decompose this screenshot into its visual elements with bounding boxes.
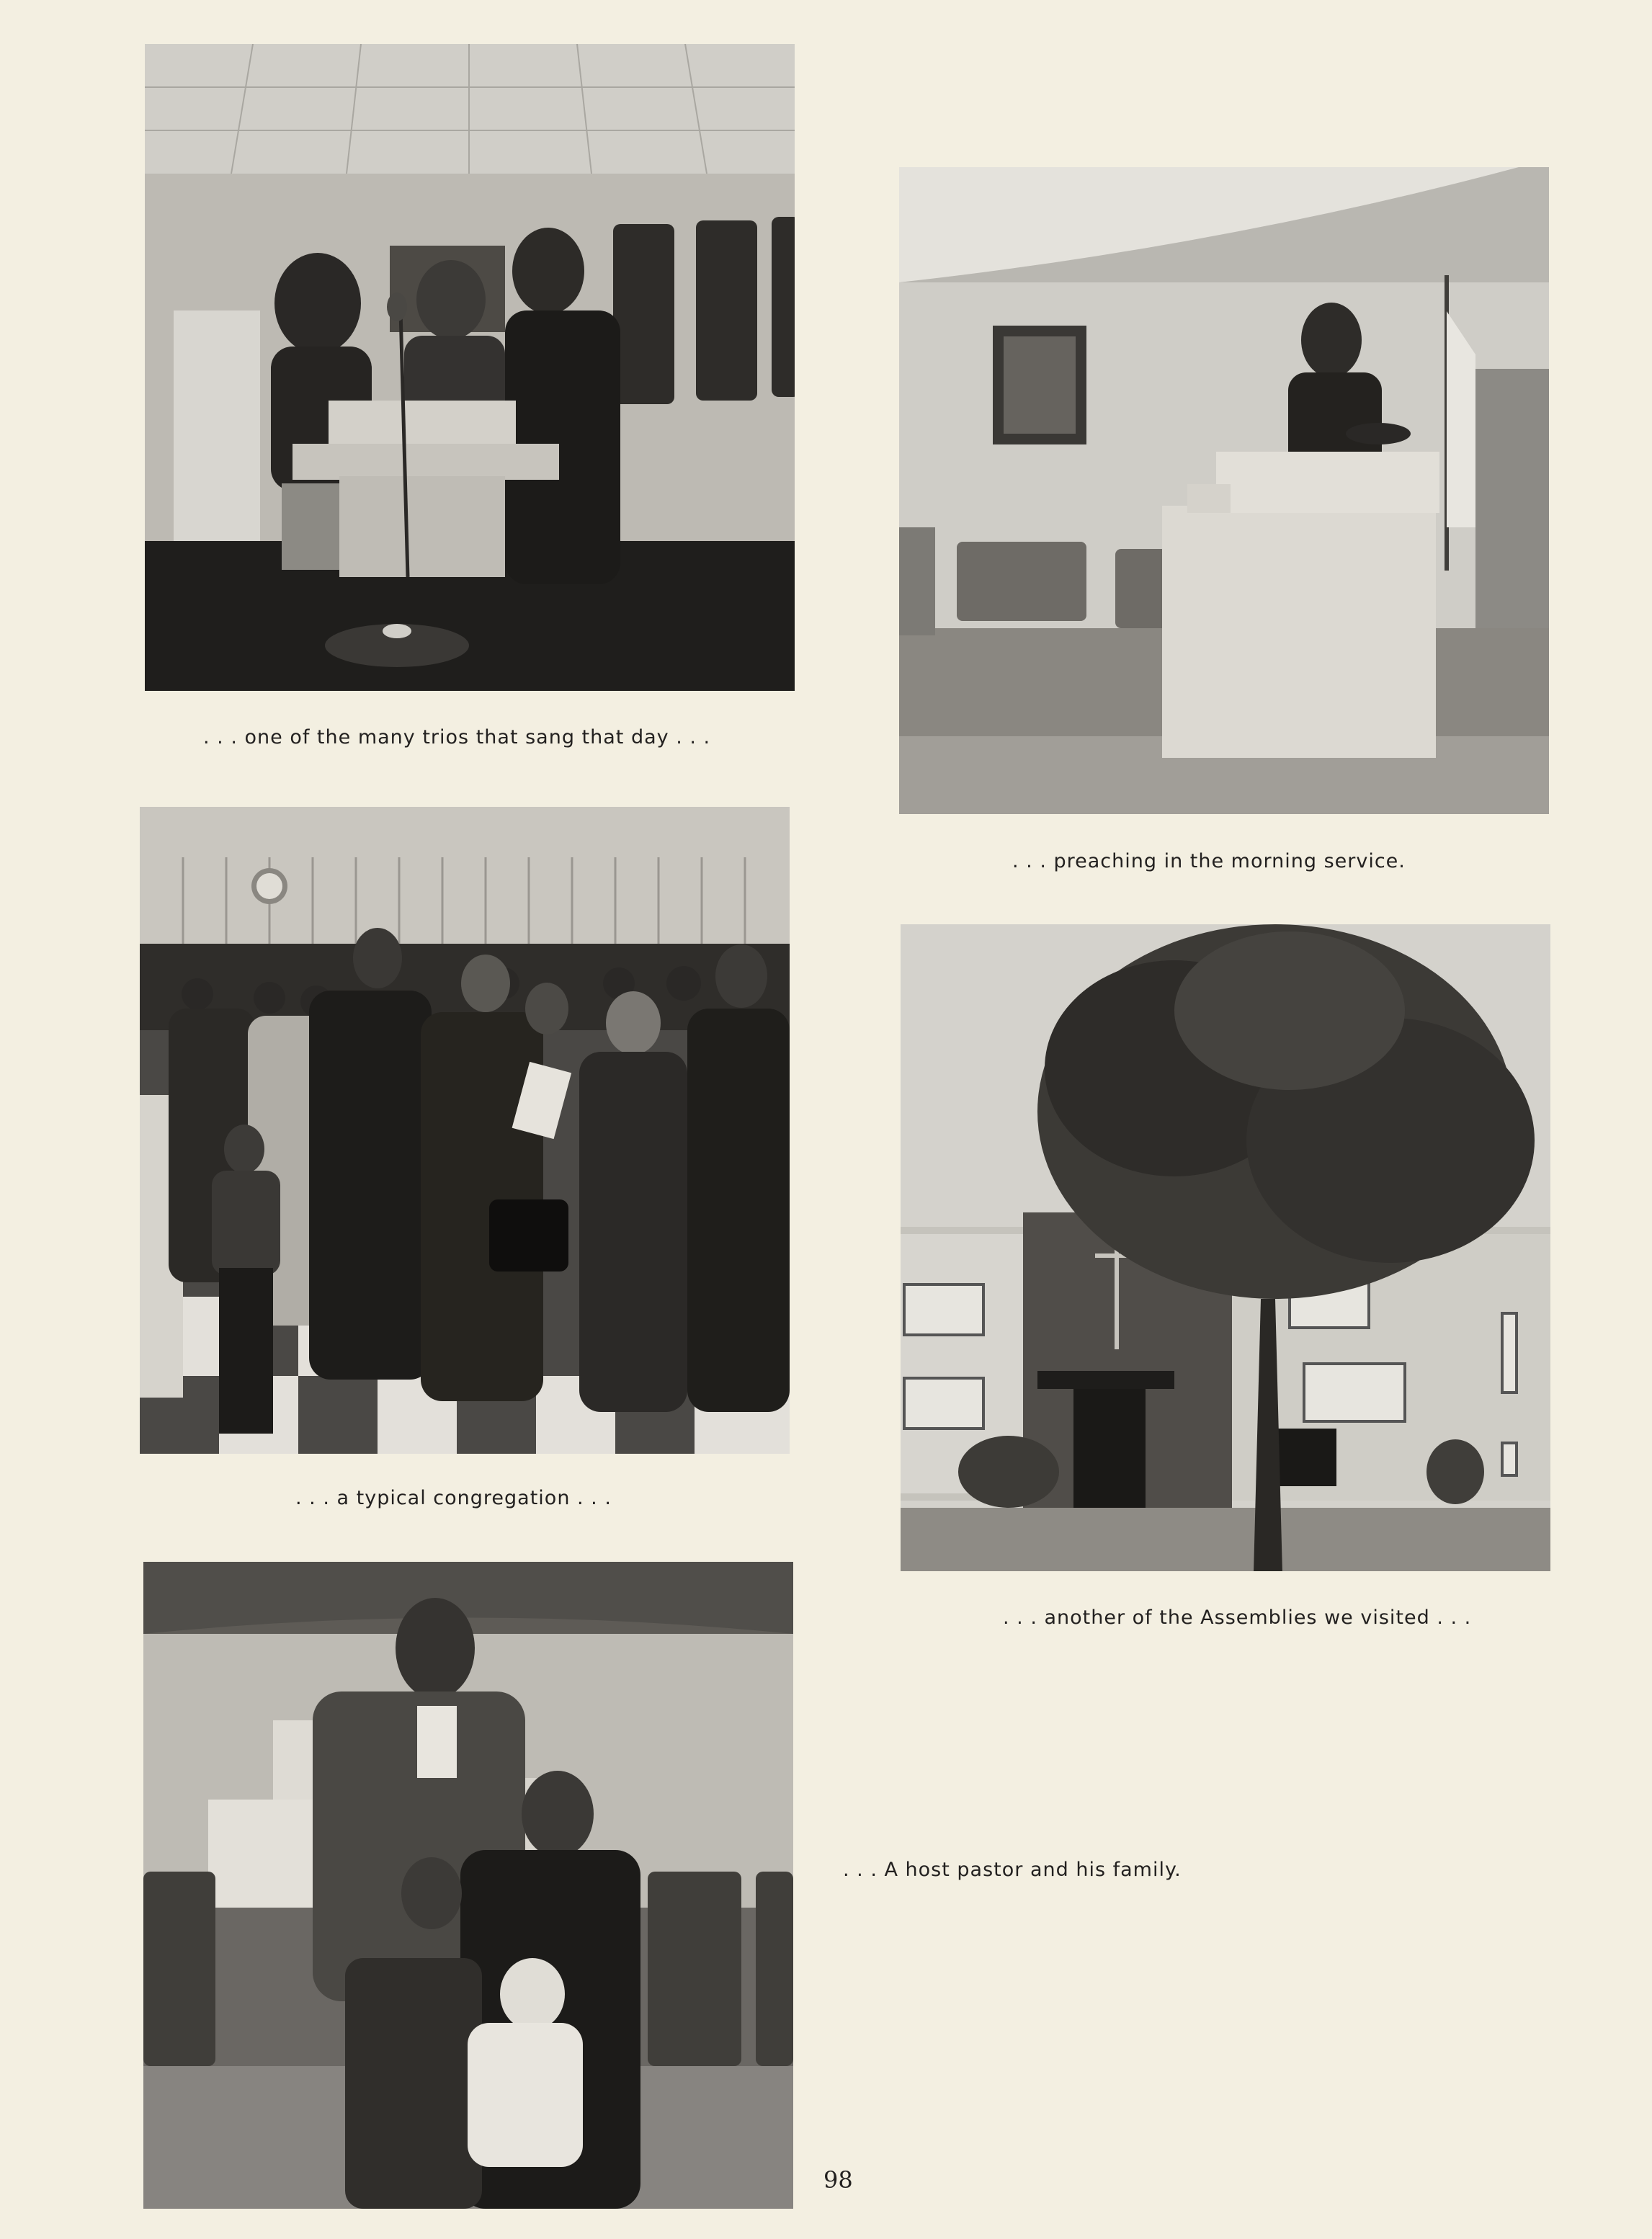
caption-assembly-building: . . . another of the Assemblies we visited . . .	[1003, 1606, 1472, 1629]
host-pastor-family-photo-image	[143, 1562, 793, 2209]
photo-host-pastor-family	[143, 1562, 793, 2209]
photo-assembly-building	[901, 924, 1550, 1571]
caption-trio: . . . one of the many trios that sang that day . . .	[203, 726, 711, 748]
caption-preaching: . . . preaching in the morning service.	[1012, 850, 1406, 872]
preaching-photo-image	[899, 167, 1549, 814]
photo-preaching	[899, 167, 1549, 814]
congregation-photo-image	[140, 807, 790, 1454]
page-number: 98	[823, 2166, 853, 2194]
photo-congregation	[140, 807, 790, 1454]
photo-trio	[145, 44, 795, 691]
assembly-building-photo-image	[901, 924, 1550, 1571]
trio-photo-image	[145, 44, 795, 691]
caption-congregation: . . . a typical congregation . . .	[295, 1487, 612, 1509]
caption-host-pastor-family: . . . A host pastor and his family.	[843, 1859, 1182, 1881]
